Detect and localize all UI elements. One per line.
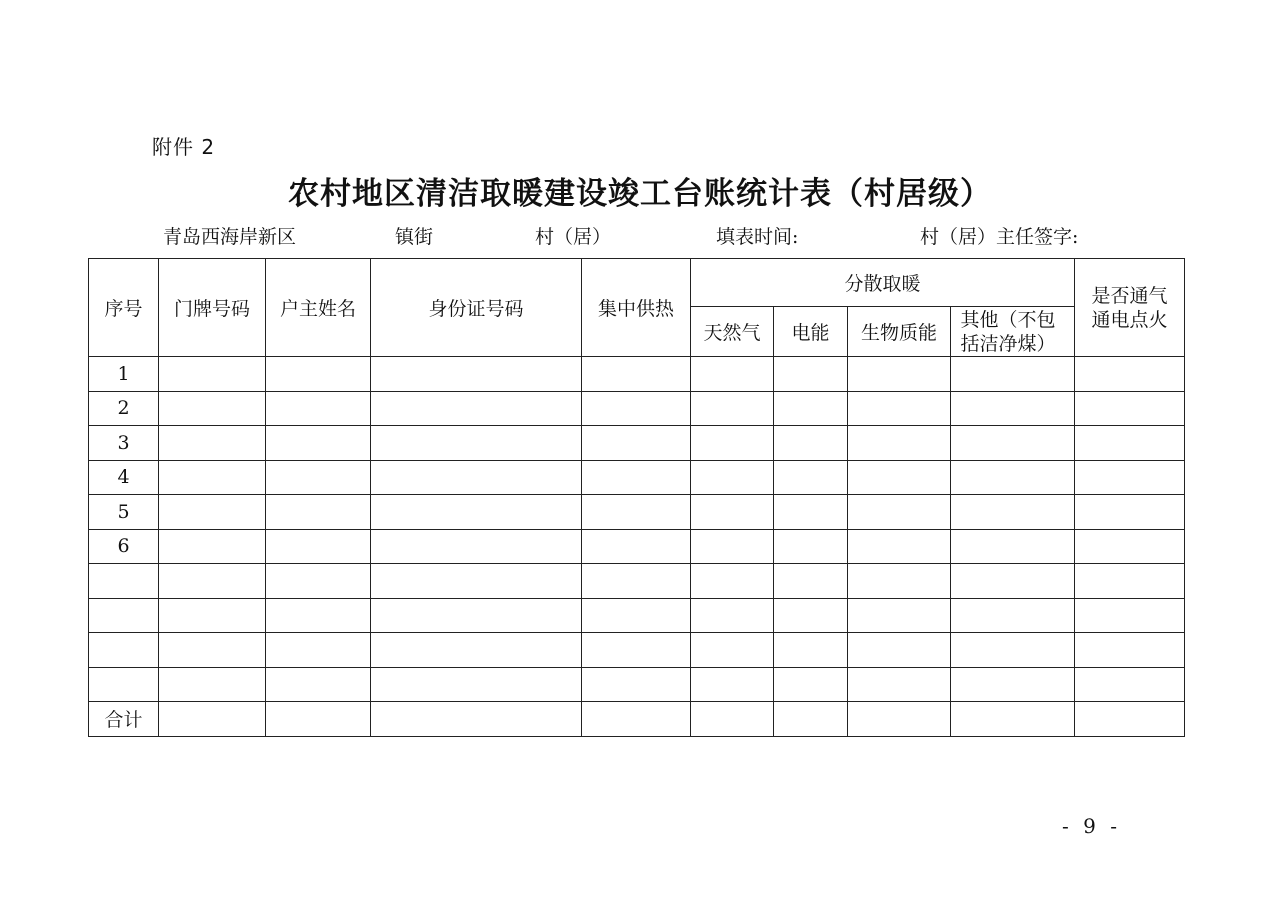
cell-owner-name[interactable] [266,564,371,599]
cell-other[interactable] [951,633,1075,668]
cell-owner-name[interactable] [266,460,371,495]
cell-electric[interactable] [774,667,848,702]
header-natural-gas: 天然气 [691,307,774,357]
page-number: - 9 - [1062,814,1121,838]
cell-id-number[interactable] [371,357,582,392]
row-seq: 5 [89,495,159,530]
cell-connected[interactable] [1075,702,1185,737]
cell-connected[interactable] [1075,529,1185,564]
cell-owner-name[interactable] [266,391,371,426]
header-other-text: 其他（不包括洁净煤） [960,308,1056,355]
cell-house-number[interactable] [159,391,266,426]
page-title: 农村地区清洁取暖建设竣工台账统计表（村居级） [288,176,992,212]
cell-other[interactable] [951,702,1075,737]
cell-biomass[interactable] [848,357,951,392]
cell-biomass[interactable] [848,598,951,633]
cell-biomass[interactable] [848,633,951,668]
cell-id-number[interactable] [371,564,582,599]
table-row [89,495,1185,530]
cell-central-heating[interactable] [582,702,691,737]
cell-electric[interactable] [774,564,848,599]
cell-central-heating[interactable] [582,495,691,530]
cell-biomass[interactable] [848,564,951,599]
cell-house-number[interactable] [159,495,266,530]
table-row [89,357,1185,392]
cell-central-heating[interactable] [582,357,691,392]
cell-other[interactable] [951,391,1075,426]
cell-owner-name[interactable] [266,702,371,737]
cell-owner-name[interactable] [266,426,371,461]
cell-id-number[interactable] [371,529,582,564]
cell-id-number[interactable] [371,460,582,495]
header-seq: 序号 [89,259,159,357]
table-row [89,426,1185,461]
total-row [89,702,1185,737]
table-row [89,598,1185,633]
cell-house-number[interactable] [159,598,266,633]
cell-central-heating[interactable] [582,564,691,599]
cell-other[interactable] [951,495,1075,530]
cell-id-number[interactable] [371,667,582,702]
row-seq: 6 [89,529,159,564]
cell-natural-gas[interactable] [691,495,774,530]
attachment-label: 附件 2 [152,135,216,159]
cell-connected[interactable] [1075,667,1185,702]
row-seq: 2 [89,391,159,426]
cell-central-heating[interactable] [582,426,691,461]
cell-house-number[interactable] [159,633,266,668]
cell-house-number[interactable] [159,702,266,737]
cell-other[interactable] [951,598,1075,633]
cell-house-number[interactable] [159,667,266,702]
cell-id-number[interactable] [371,495,582,530]
cell-electric[interactable] [774,460,848,495]
cell-connected[interactable] [1075,426,1185,461]
cell-connected[interactable] [1075,495,1185,530]
cell-id-number[interactable] [371,702,582,737]
director-signature-label: 村（居）主任签字: [920,226,1079,248]
cell-biomass[interactable] [848,667,951,702]
cell-biomass[interactable] [848,702,951,737]
header-connected [1075,259,1185,357]
cell-owner-name[interactable] [266,495,371,530]
header-central-heating: 集中供热 [582,259,691,357]
cell-house-number[interactable] [159,426,266,461]
cell-owner-name[interactable] [266,598,371,633]
cell-natural-gas[interactable] [691,702,774,737]
table-row [89,633,1185,668]
cell-natural-gas[interactable] [691,460,774,495]
cell-electric[interactable] [774,391,848,426]
row-seq [89,564,159,599]
cell-natural-gas[interactable] [691,426,774,461]
cell-electric[interactable] [774,598,848,633]
header-id-number: 身份证号码 [371,259,582,357]
cell-id-number[interactable] [371,598,582,633]
cell-central-heating[interactable] [582,633,691,668]
row-seq [89,633,159,668]
cell-natural-gas[interactable] [691,667,774,702]
row-seq: 3 [89,426,159,461]
cell-electric[interactable] [774,426,848,461]
cell-natural-gas[interactable] [691,391,774,426]
cell-house-number[interactable] [159,357,266,392]
cell-other[interactable] [951,426,1075,461]
cell-biomass[interactable] [848,426,951,461]
header-owner-name: 户主姓名 [266,259,371,357]
town-label: 镇街 [395,226,434,248]
cell-natural-gas[interactable] [691,633,774,668]
cell-electric[interactable] [774,633,848,668]
cell-electric[interactable] [774,495,848,530]
fill-time-label: 填表时间: [716,226,799,248]
cell-biomass[interactable] [848,495,951,530]
header-row-1 [89,259,1185,307]
cell-connected[interactable] [1075,564,1185,599]
cell-connected[interactable] [1075,460,1185,495]
cell-connected[interactable] [1075,598,1185,633]
cell-house-number[interactable] [159,564,266,599]
cell-central-heating[interactable] [582,460,691,495]
cell-connected[interactable] [1075,391,1185,426]
cell-id-number[interactable] [371,391,582,426]
cell-other[interactable] [951,460,1075,495]
cell-central-heating[interactable] [582,391,691,426]
cell-electric[interactable] [774,529,848,564]
cell-biomass[interactable] [848,460,951,495]
header-biomass: 生物质能 [848,307,951,357]
cell-owner-name[interactable] [266,667,371,702]
header-other [951,307,1075,357]
header-house-number: 门牌号码 [159,259,266,357]
cell-central-heating[interactable] [582,529,691,564]
cell-biomass[interactable] [848,391,951,426]
cell-electric[interactable] [774,357,848,392]
village-label: 村（居） [535,226,612,248]
cell-biomass[interactable] [848,529,951,564]
cell-central-heating[interactable] [582,598,691,633]
row-seq: 1 [89,357,159,392]
row-seq: 4 [89,460,159,495]
form-fill-line [163,222,1163,248]
cell-owner-name[interactable] [266,529,371,564]
cell-other[interactable] [951,667,1075,702]
cell-other[interactable] [951,564,1075,599]
cell-natural-gas[interactable] [691,564,774,599]
table-row [89,391,1185,426]
header-electric: 电能 [774,307,848,357]
cell-other[interactable] [951,529,1075,564]
cell-natural-gas[interactable] [691,598,774,633]
cell-natural-gas[interactable] [691,529,774,564]
cell-owner-name[interactable] [266,357,371,392]
cell-connected[interactable] [1075,357,1185,392]
district-label: 青岛西海岸新区 [163,226,297,248]
header-connected-text: 是否通气通电点火 [1091,284,1168,331]
cell-connected[interactable] [1075,633,1185,668]
cell-other[interactable] [951,357,1075,392]
cell-central-heating[interactable] [582,667,691,702]
table-row [89,564,1185,599]
table-row [89,667,1185,702]
cell-house-number[interactable] [159,460,266,495]
header-distributed-heating: 分散取暖 [691,259,1075,307]
cell-id-number[interactable] [371,633,582,668]
cell-electric[interactable] [774,702,848,737]
table-row [89,460,1185,495]
table-row [89,529,1185,564]
cell-house-number[interactable] [159,529,266,564]
row-seq [89,667,159,702]
cell-natural-gas[interactable] [691,357,774,392]
ledger-table [88,258,1185,737]
row-seq [89,598,159,633]
cell-id-number[interactable] [371,426,582,461]
total-label: 合计 [89,702,159,737]
cell-owner-name[interactable] [266,633,371,668]
